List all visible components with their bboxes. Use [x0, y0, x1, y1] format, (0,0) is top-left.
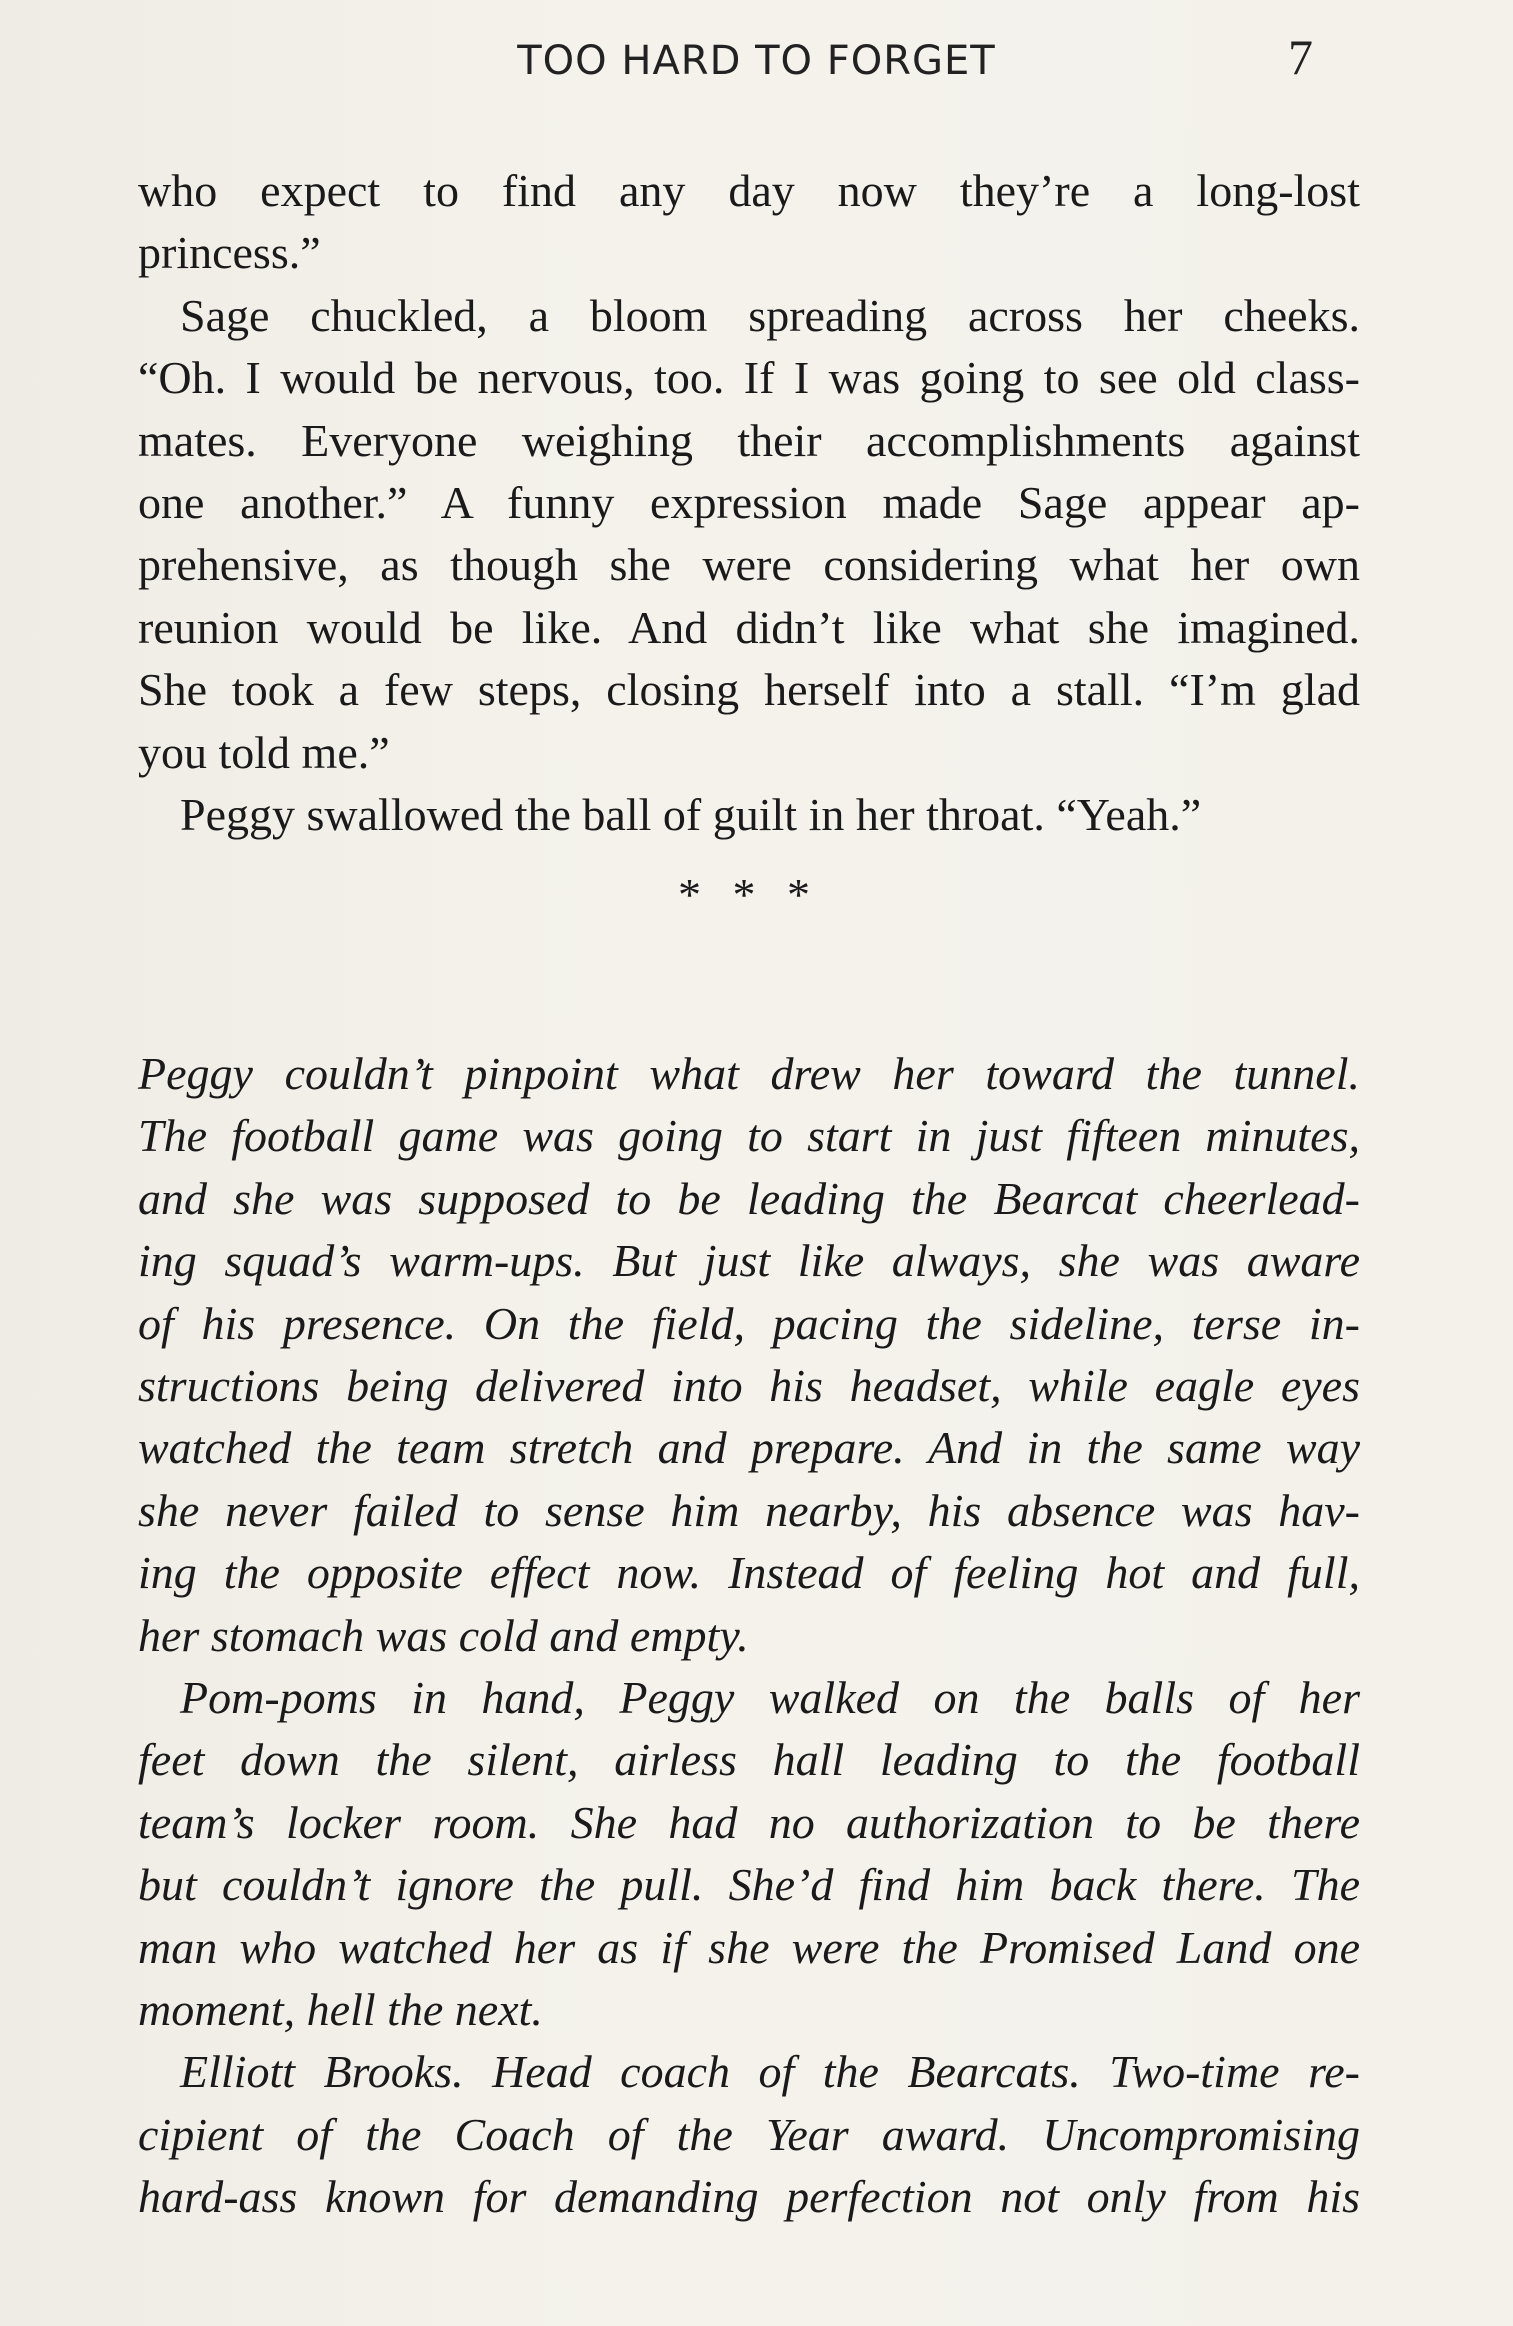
text-line: feet down the silent, airless hall leading to the football: [138, 1734, 1360, 1786]
text-line: princess.”: [138, 227, 321, 279]
text-line: one another.” A funny expression made Sage appear ap-: [138, 477, 1360, 529]
text-line: Sage chuckled, a bloom spreading across her cheeks.: [180, 289, 1360, 341]
text-line: “Oh. I would be nervous, too. If I was going to see old class-: [138, 352, 1360, 404]
text-line: She took a few steps, closing herself into a stall. “I’m glad: [138, 664, 1360, 716]
text-line: and she was supposed to be leading the Bearcat cheerlead-: [138, 1172, 1360, 1224]
text-line: but couldn’t ignore the pull. She’d find him back there. The: [138, 1859, 1360, 1911]
paragraph: [138, 285, 1360, 784]
paragraph-italic: [138, 1667, 1360, 2041]
text-line: ing the opposite effect now. Instead of feeling hot and full,: [138, 1547, 1360, 1599]
text-line: moment, hell the next.: [138, 1983, 543, 2035]
text-line: prehensive, as though she were considering what her own: [138, 539, 1360, 591]
text-line: hard-ass known for demanding perfection not only from his: [138, 2171, 1360, 2223]
text-line: Peggy couldn’t pinpoint what drew her toward the tunnel.: [138, 1047, 1360, 1099]
text-line: her stomach was cold and empty.: [138, 1609, 749, 1661]
scene-break: * * *: [678, 869, 820, 921]
text-line: reunion would be like. And didn’t like what she imagined.: [138, 601, 1360, 653]
paragraph-italic: [138, 2041, 1360, 2228]
page-number: 7: [1288, 29, 1313, 85]
text-line: Peggy swallowed the ball of guilt in her throat. “Yeah.”: [180, 789, 1202, 841]
text-line: watched the team stretch and prepare. And in the same way: [138, 1422, 1360, 1474]
body-text: [138, 160, 1360, 2229]
text-line: The football game was going to start in just fifteen minutes,: [138, 1110, 1360, 1162]
text-line: she never failed to sense him nearby, his absence was hav-: [138, 1484, 1360, 1536]
running-head: TOO HARD TO FORGET: [517, 38, 996, 84]
text-line: structions being delivered into his headset, while eagle eyes: [138, 1359, 1360, 1411]
paragraph-italic: [138, 1043, 1360, 1667]
text-line: Elliott Brooks. Head coach of the Bearcats. Two-time re-: [180, 2046, 1360, 2098]
text-line: who expect to find any day now they’re a long-lost: [138, 165, 1360, 216]
text-line: man who watched her as if she were the Promised Land one: [138, 1921, 1360, 1973]
paragraph: [138, 784, 1360, 846]
text-line: ing squad’s warm-ups. But just like always, she was aware: [138, 1235, 1360, 1287]
text-line: you told me.”: [138, 726, 390, 778]
text-line: cipient of the Coach of the Year award. Uncompromising: [138, 2108, 1360, 2160]
text-line: team’s locker room. She had no authorization to be there: [138, 1796, 1360, 1848]
text-line: mates. Everyone weighing their accomplishments against: [138, 414, 1360, 466]
paragraph: [138, 160, 1360, 285]
text-line: of his presence. On the field, pacing the sideline, terse in-: [138, 1297, 1360, 1349]
text-line: Pom-poms in hand, Peggy walked on the balls of her: [180, 1671, 1360, 1723]
